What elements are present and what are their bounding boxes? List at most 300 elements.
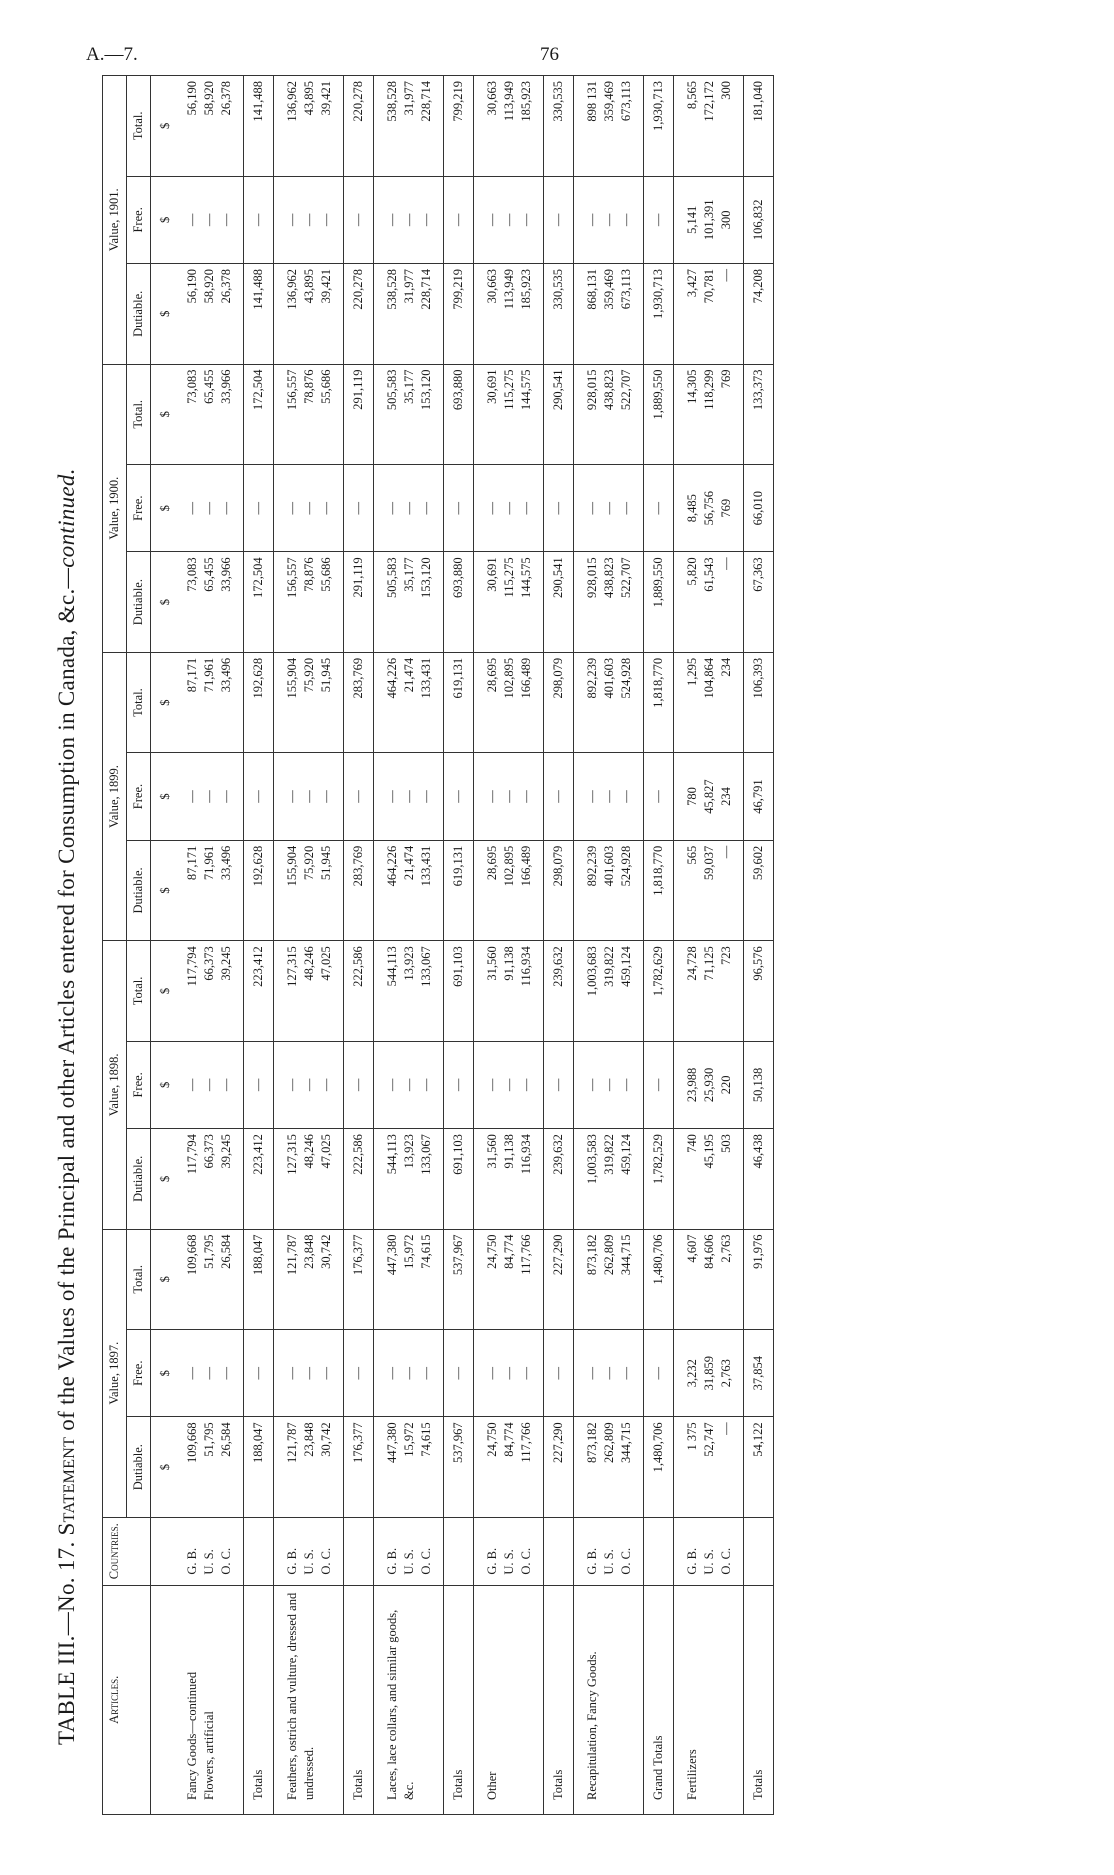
- value-entry: 153,120: [419, 557, 433, 598]
- total-value: —: [244, 176, 274, 263]
- country-code: G. B.: [285, 1547, 299, 1575]
- value-entry: 892,239: [585, 845, 599, 887]
- country-list: [274, 1517, 344, 1585]
- subheader-free: Free.: [127, 753, 151, 840]
- country-code: O. C.: [519, 1547, 533, 1575]
- value-cell: [274, 176, 344, 263]
- value-entry: 172,172: [702, 81, 716, 122]
- value-entry: —: [619, 213, 633, 227]
- total-value: 141,488: [244, 76, 274, 177]
- value-entry: 565: [685, 845, 699, 865]
- header-year: Value, 1898.: [103, 941, 127, 1229]
- value-entry: 928,015: [585, 369, 599, 411]
- unit-cell: $: [151, 176, 175, 263]
- total-value: 291,119: [344, 364, 374, 464]
- value-entry: 24,750: [485, 1422, 499, 1457]
- value-entry: 33,496: [219, 657, 233, 693]
- value-entry: —: [585, 1078, 599, 1092]
- value-entry: 538,528: [385, 269, 399, 310]
- article-row: [474, 76, 544, 1815]
- value-entry: 75,920: [302, 657, 316, 693]
- total-value: 141,488: [244, 264, 274, 364]
- unit-cell: $: [151, 840, 175, 940]
- value-entry: 51,945: [319, 657, 333, 693]
- total-value: 1,889,550: [644, 364, 674, 464]
- value-cell: [574, 652, 644, 752]
- value-entry: 156,557: [285, 557, 299, 598]
- value-entry: 30,691: [485, 369, 499, 404]
- value-entry: —: [585, 501, 599, 515]
- value-entry: 185,923: [519, 269, 533, 310]
- country-spacer: [744, 1517, 774, 1585]
- total-value: 176,377: [344, 1417, 374, 1517]
- value-entry: —: [585, 213, 599, 227]
- value-cell: [474, 1330, 544, 1417]
- value-cell: [474, 76, 544, 177]
- value-entry: 1,003,583: [585, 1134, 599, 1185]
- value-entry: —: [602, 213, 616, 227]
- value-entry: 133,067: [419, 946, 433, 987]
- total-value: —: [244, 753, 274, 840]
- value-entry: 24,750: [485, 1234, 499, 1269]
- value-entry: 2,763: [719, 1234, 733, 1263]
- total-value: 181,040: [744, 76, 774, 177]
- article-row: [574, 76, 644, 1815]
- total-value: 291,119: [344, 552, 374, 652]
- country-code: O. C.: [619, 1547, 633, 1575]
- total-value: 46,791: [744, 753, 774, 840]
- total-value: 537,967: [444, 1417, 474, 1517]
- value-entry: —: [219, 1078, 233, 1092]
- country-code: O. C.: [419, 1547, 433, 1575]
- value-entry: 228,714: [419, 81, 433, 122]
- value-entry: —: [619, 1078, 633, 1092]
- country-code: G. B.: [585, 1547, 599, 1575]
- total-value: —: [644, 1330, 674, 1417]
- total-value: 222,586: [344, 941, 374, 1041]
- value-entry: 31,859: [702, 1356, 716, 1391]
- value-entry: 51,945: [319, 845, 333, 881]
- value-entry: —: [185, 213, 199, 227]
- total-value: 1,818,770: [644, 840, 674, 940]
- total-value: —: [444, 1041, 474, 1128]
- value-entry: —: [519, 213, 533, 227]
- page-number: 76: [540, 44, 559, 65]
- value-cell: [674, 552, 744, 652]
- subheader-free: Free.: [127, 465, 151, 552]
- value-cell: [374, 552, 444, 652]
- value-entry: 61,543: [702, 557, 716, 592]
- value-entry: 84,774: [502, 1422, 516, 1457]
- value-entry: —: [502, 1078, 516, 1092]
- total-value: 176,377: [344, 1229, 374, 1329]
- total-value: 799,219: [444, 76, 474, 177]
- value-entry: —: [419, 790, 433, 803]
- total-value: 693,880: [444, 364, 474, 464]
- value-entry: 55,686: [319, 369, 333, 404]
- table-header: [103, 76, 151, 1815]
- value-cell: [674, 76, 744, 177]
- total-value: 106,393: [744, 652, 774, 752]
- value-entry: 56,190: [185, 81, 199, 116]
- value-entry: 438,823: [602, 369, 616, 411]
- value-cell: [174, 552, 244, 652]
- value-entry: 45,827: [702, 779, 716, 814]
- value-entry: 873,182: [585, 1234, 599, 1276]
- total-value: 619,131: [444, 840, 474, 940]
- total-value: 106,832: [744, 176, 774, 263]
- value-cell: [274, 364, 344, 464]
- value-entry: 25,930: [702, 1067, 716, 1103]
- value-entry: 4,607: [685, 1234, 699, 1263]
- value-entry: —: [619, 501, 633, 515]
- total-value: —: [344, 1041, 374, 1128]
- value-entry: —: [385, 1078, 399, 1092]
- value-entry: —: [402, 501, 416, 515]
- value-entry: —: [319, 1078, 333, 1092]
- totals-row: [344, 76, 374, 1815]
- totals-label: Totals: [444, 1585, 474, 1814]
- value-cell: [274, 840, 344, 940]
- country-code: U. S.: [702, 1549, 716, 1575]
- value-entry: 58,920: [202, 269, 216, 304]
- value-entry: 121,787: [285, 1234, 299, 1276]
- value-cell: [474, 176, 544, 263]
- value-cell: [374, 364, 444, 464]
- value-cell: [574, 1330, 644, 1417]
- subheader-dutiable: Dutiable.: [127, 1417, 151, 1517]
- value-entry: 26,584: [219, 1422, 233, 1457]
- total-value: 1,782,529: [644, 1129, 674, 1229]
- total-value: 46,438: [744, 1129, 774, 1229]
- value-entry: 524,928: [619, 845, 633, 887]
- totals-row: [744, 76, 774, 1815]
- country-code: G. B.: [485, 1547, 499, 1575]
- value-entry: —: [219, 1366, 233, 1380]
- value-entry: 31,560: [485, 946, 499, 981]
- value-entry: —: [502, 213, 516, 227]
- value-cell: [674, 1330, 744, 1417]
- value-cell: [674, 176, 744, 263]
- country-code: O. C.: [719, 1547, 733, 1575]
- value-entry: 1,003,683: [585, 946, 599, 997]
- value-entry: —: [602, 501, 616, 515]
- subheader-total: Total.: [127, 941, 151, 1041]
- value-entry: 133,067: [419, 1134, 433, 1175]
- value-entry: 23,988: [685, 1067, 699, 1103]
- value-cell: [474, 1129, 544, 1229]
- unit-cell: $: [151, 1417, 175, 1517]
- value-entry: 319,822: [602, 1134, 616, 1175]
- value-entry: 505,583: [385, 369, 399, 411]
- country-code: G. B.: [385, 1547, 399, 1575]
- subheader-total: Total.: [127, 652, 151, 752]
- value-entry: 31,977: [402, 269, 416, 304]
- value-entry: 102,895: [502, 845, 516, 887]
- country-code: U. S.: [602, 1549, 616, 1575]
- value-entry: —: [302, 790, 316, 803]
- values-table: [102, 75, 774, 1815]
- value-entry: 153,120: [419, 369, 433, 411]
- value-entry: 91,138: [502, 946, 516, 981]
- value-entry: —: [185, 1078, 199, 1092]
- value-entry: 319,822: [602, 946, 616, 987]
- value-entry: 109,668: [185, 1234, 199, 1276]
- value-entry: 39,245: [219, 946, 233, 981]
- value-entry: 447,380: [385, 1422, 399, 1464]
- value-entry: 71,961: [202, 845, 216, 881]
- value-entry: —: [385, 790, 399, 803]
- value-cell: [274, 1129, 344, 1229]
- value-entry: 220: [719, 1075, 733, 1095]
- value-entry: 8,485: [685, 494, 699, 523]
- value-cell: [674, 364, 744, 464]
- value-entry: 1,295: [685, 657, 699, 686]
- value-entry: 28,695: [485, 845, 499, 881]
- total-value: —: [344, 753, 374, 840]
- unit-cell: $: [151, 1129, 175, 1229]
- value-entry: 133,431: [419, 657, 433, 699]
- total-value: 691,103: [444, 1129, 474, 1229]
- total-value: —: [444, 753, 474, 840]
- header-year: Value, 1899.: [103, 652, 127, 940]
- value-entry: —: [302, 1366, 316, 1380]
- value-entry: 91,138: [502, 1134, 516, 1169]
- value-entry: 1 375: [685, 1422, 699, 1451]
- value-entry: 401,603: [602, 657, 616, 699]
- unit-cell: $: [151, 1330, 175, 1417]
- value-entry: —: [519, 790, 533, 803]
- total-value: 223,412: [244, 1129, 274, 1229]
- article-line: Flowers, artificial: [202, 1711, 216, 1800]
- total-value: —: [544, 1041, 574, 1128]
- value-entry: —: [502, 501, 516, 515]
- total-value: 66,010: [744, 465, 774, 552]
- value-entry: —: [202, 213, 216, 227]
- value-entry: 228,714: [419, 269, 433, 310]
- value-entry: —: [719, 1422, 733, 1435]
- total-value: 59,602: [744, 840, 774, 940]
- article-name: [174, 1585, 244, 1814]
- value-entry: 39,421: [319, 269, 333, 304]
- value-entry: —: [602, 1078, 616, 1092]
- value-entry: 26,378: [219, 269, 233, 304]
- value-entry: 359,469: [602, 81, 616, 122]
- unit-cell: $: [151, 552, 175, 652]
- article-line: Other: [485, 1771, 499, 1800]
- value-entry: 35,177: [402, 557, 416, 592]
- value-entry: —: [285, 790, 299, 803]
- value-entry: 2,763: [719, 1359, 733, 1388]
- value-entry: 102,895: [502, 657, 516, 699]
- value-entry: 155,904: [285, 845, 299, 887]
- value-cell: [274, 76, 344, 177]
- value-entry: 39,245: [219, 1134, 233, 1169]
- table-title: [54, 105, 80, 1745]
- value-cell: [374, 840, 444, 940]
- unit-cell: $: [151, 753, 175, 840]
- value-cell: [374, 941, 444, 1041]
- value-entry: 21,474: [402, 657, 416, 693]
- value-entry: 544,113: [385, 1134, 399, 1175]
- value-entry: —: [419, 1366, 433, 1380]
- value-cell: [474, 1229, 544, 1329]
- value-entry: —: [285, 1366, 299, 1380]
- value-entry: —: [202, 790, 216, 803]
- table-body: [151, 76, 774, 1815]
- value-entry: 3,427: [685, 269, 699, 298]
- value-entry: 26,584: [219, 1234, 233, 1269]
- value-cell: [274, 753, 344, 840]
- value-cell: [274, 264, 344, 364]
- value-entry: 459,124: [619, 1134, 633, 1175]
- value-cell: [374, 652, 444, 752]
- total-value: 239,632: [544, 941, 574, 1041]
- value-entry: 84,774: [502, 1234, 516, 1269]
- total-value: 220,278: [344, 264, 374, 364]
- value-entry: 13,923: [402, 946, 416, 981]
- value-entry: 56,756: [702, 491, 716, 526]
- subheader-dutiable: Dutiable.: [127, 552, 151, 652]
- value-cell: [174, 364, 244, 464]
- total-value: —: [244, 1330, 274, 1417]
- total-value: 283,769: [344, 840, 374, 940]
- value-entry: —: [302, 501, 316, 515]
- value-entry: 113,949: [502, 81, 516, 122]
- value-entry: —: [502, 1366, 516, 1380]
- value-entry: 39,421: [319, 81, 333, 116]
- value-entry: 65,455: [202, 369, 216, 404]
- country-code: O. C.: [319, 1547, 333, 1575]
- country-list: [174, 1517, 244, 1585]
- article-name: [374, 1585, 444, 1814]
- value-entry: 155,904: [285, 657, 299, 699]
- title-suffix: —continued.: [54, 468, 79, 589]
- value-entry: —: [302, 213, 316, 227]
- totals-label: Totals: [344, 1585, 374, 1814]
- value-entry: —: [485, 1366, 499, 1380]
- total-value: 1,818,770: [644, 652, 674, 752]
- total-value: —: [644, 176, 674, 263]
- value-entry: 23,848: [302, 1234, 316, 1269]
- value-cell: [274, 652, 344, 752]
- value-cell: [274, 1229, 344, 1329]
- value-entry: 21,474: [402, 845, 416, 881]
- value-cell: [374, 1417, 444, 1517]
- value-cell: [474, 1417, 544, 1517]
- value-cell: [274, 1330, 344, 1417]
- value-cell: [474, 941, 544, 1041]
- value-entry: 873,182: [585, 1422, 599, 1464]
- value-entry: 524,928: [619, 657, 633, 699]
- value-entry: —: [319, 790, 333, 803]
- value-entry: —: [619, 1366, 633, 1380]
- value-entry: 87,171: [185, 657, 199, 693]
- value-entry: —: [302, 1078, 316, 1092]
- value-entry: 136,962: [285, 269, 299, 310]
- value-entry: 30,742: [319, 1234, 333, 1269]
- value-entry: 75,920: [302, 845, 316, 881]
- value-entry: 898 131: [585, 81, 599, 122]
- value-entry: 35,177: [402, 369, 416, 404]
- value-cell: [474, 364, 544, 464]
- value-entry: —: [319, 1366, 333, 1380]
- value-entry: 780: [685, 787, 699, 806]
- value-entry: —: [402, 1366, 416, 1380]
- value-cell: [274, 552, 344, 652]
- value-entry: 33,966: [219, 557, 233, 592]
- value-entry: —: [602, 1366, 616, 1380]
- country-code: G. B.: [185, 1547, 199, 1575]
- total-value: —: [644, 753, 674, 840]
- unit-row: [151, 76, 175, 1815]
- value-entry: 26,378: [219, 81, 233, 116]
- unit-cell: $: [151, 364, 175, 464]
- total-value: 54,122: [744, 1417, 774, 1517]
- value-entry: 13,923: [402, 1134, 416, 1169]
- value-entry: 30,663: [485, 269, 499, 304]
- total-value: 290,541: [544, 552, 574, 652]
- value-entry: 117,766: [519, 1234, 533, 1275]
- value-entry: —: [202, 1366, 216, 1380]
- unit-cell: $: [151, 652, 175, 752]
- value-cell: [674, 941, 744, 1041]
- header-countries: Countries.: [103, 1517, 151, 1585]
- article-row: [674, 76, 744, 1815]
- totals-label: Totals: [744, 1585, 774, 1814]
- value-entry: 136,962: [285, 81, 299, 122]
- value-entry: 464,226: [385, 845, 399, 887]
- value-entry: —: [419, 1078, 433, 1092]
- unit-cell: $: [151, 1041, 175, 1128]
- value-entry: 117,794: [185, 1134, 199, 1175]
- value-cell: [574, 264, 644, 364]
- total-value: —: [344, 176, 374, 263]
- value-entry: 115,275: [502, 369, 516, 410]
- value-cell: [374, 76, 444, 177]
- total-value: 693,880: [444, 552, 474, 652]
- value-entry: 127,315: [285, 1134, 299, 1175]
- value-entry: 234: [719, 657, 733, 677]
- value-cell: [274, 941, 344, 1041]
- total-value: —: [544, 1330, 574, 1417]
- value-entry: 166,489: [519, 657, 533, 699]
- value-entry: 109,668: [185, 1422, 199, 1464]
- total-value: 1,782,629: [644, 941, 674, 1041]
- value-entry: 234: [719, 787, 733, 806]
- totals-row: [544, 76, 574, 1815]
- value-cell: [174, 1229, 244, 1329]
- value-entry: 144,575: [519, 557, 533, 598]
- total-value: 290,541: [544, 364, 574, 464]
- subheader-total: Total.: [127, 76, 151, 177]
- total-value: —: [544, 465, 574, 552]
- article-line: Feathers, ostrich and vulture, dressed and undressed.: [285, 1592, 316, 1800]
- value-entry: 185,923: [519, 81, 533, 122]
- totals-row: [644, 76, 674, 1815]
- value-entry: —: [619, 790, 633, 803]
- value-entry: 45,195: [702, 1134, 716, 1169]
- article-row: [274, 76, 344, 1815]
- value-cell: [174, 465, 244, 552]
- value-entry: —: [485, 213, 499, 227]
- value-entry: 73,083: [185, 557, 199, 592]
- total-value: 222,586: [344, 1129, 374, 1229]
- total-value: 298,079: [544, 840, 574, 940]
- header-year: Value, 1900.: [103, 364, 127, 652]
- article-row: [374, 76, 444, 1815]
- value-cell: [174, 76, 244, 177]
